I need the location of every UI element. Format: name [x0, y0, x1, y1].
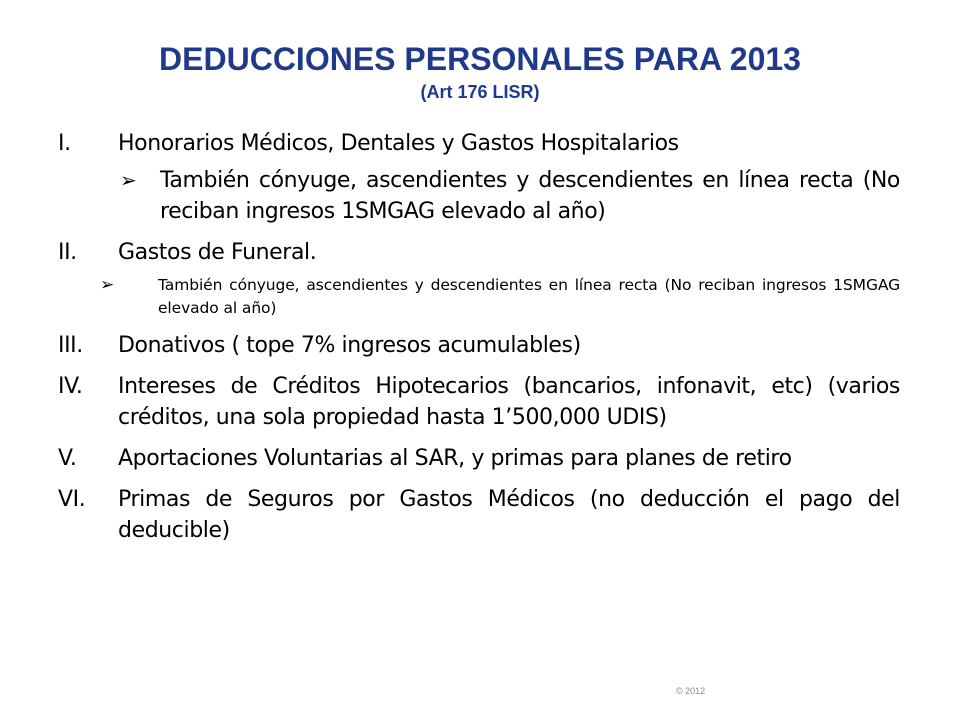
- sub-item-text: También cónyuge, ascendientes y descendientes en línea recta (No reciban ingresos 1SMGAG elevado al año): [158, 276, 900, 317]
- arrow-bullet-icon: ➢: [100, 275, 115, 295]
- numeral: I.: [58, 131, 71, 156]
- sub-item: [100, 274, 900, 320]
- copyright-icon: ©: [676, 686, 683, 696]
- list-item-4: [58, 371, 900, 433]
- item-text: Primas de Seguros por Gastos Médicos (no deducción el pago del deducible): [118, 487, 900, 543]
- arrow-bullet-icon: ➢: [120, 168, 137, 192]
- copyright-notice: [676, 686, 705, 696]
- item-text: Honorarios Médicos, Dentales y Gastos Hospitalarios: [118, 131, 679, 156]
- list-item-1: [58, 128, 900, 227]
- numeral: II.: [58, 240, 77, 265]
- item-text: Gastos de Funeral.: [118, 240, 317, 265]
- numeral: V.: [58, 446, 77, 471]
- copyright-year: 2012: [685, 686, 706, 696]
- item-text: Donativos ( tope 7% ingresos acumulables): [118, 333, 581, 358]
- slide-title: DEDUCCIONES PERSONALES PARA 2013: [159, 41, 801, 77]
- list-item-3: [58, 330, 900, 361]
- numeral: III.: [58, 333, 83, 358]
- sub-item-text: También cónyuge, ascendientes y descendientes en línea recta (No reciban ingresos 1SMGAG elevado al año): [160, 168, 900, 224]
- list-item-5: [58, 443, 900, 474]
- numeral: IV.: [58, 374, 83, 399]
- item-text: Aportaciones Voluntarias al SAR, y primas para planes de retiro: [118, 446, 792, 471]
- item-text: Intereses de Créditos Hipotecarios (bancarios, infonavit, etc) (varios créditos, una sola propiedad hasta 1’500,000 UDIS): [118, 374, 900, 430]
- numeral: VI.: [58, 487, 86, 512]
- list-item-6: [58, 484, 900, 546]
- list-item-2: [58, 237, 900, 320]
- deductions-list: [58, 128, 900, 556]
- sub-item: [118, 165, 900, 227]
- slide-subtitle: (Art 176 LISR): [420, 82, 540, 102]
